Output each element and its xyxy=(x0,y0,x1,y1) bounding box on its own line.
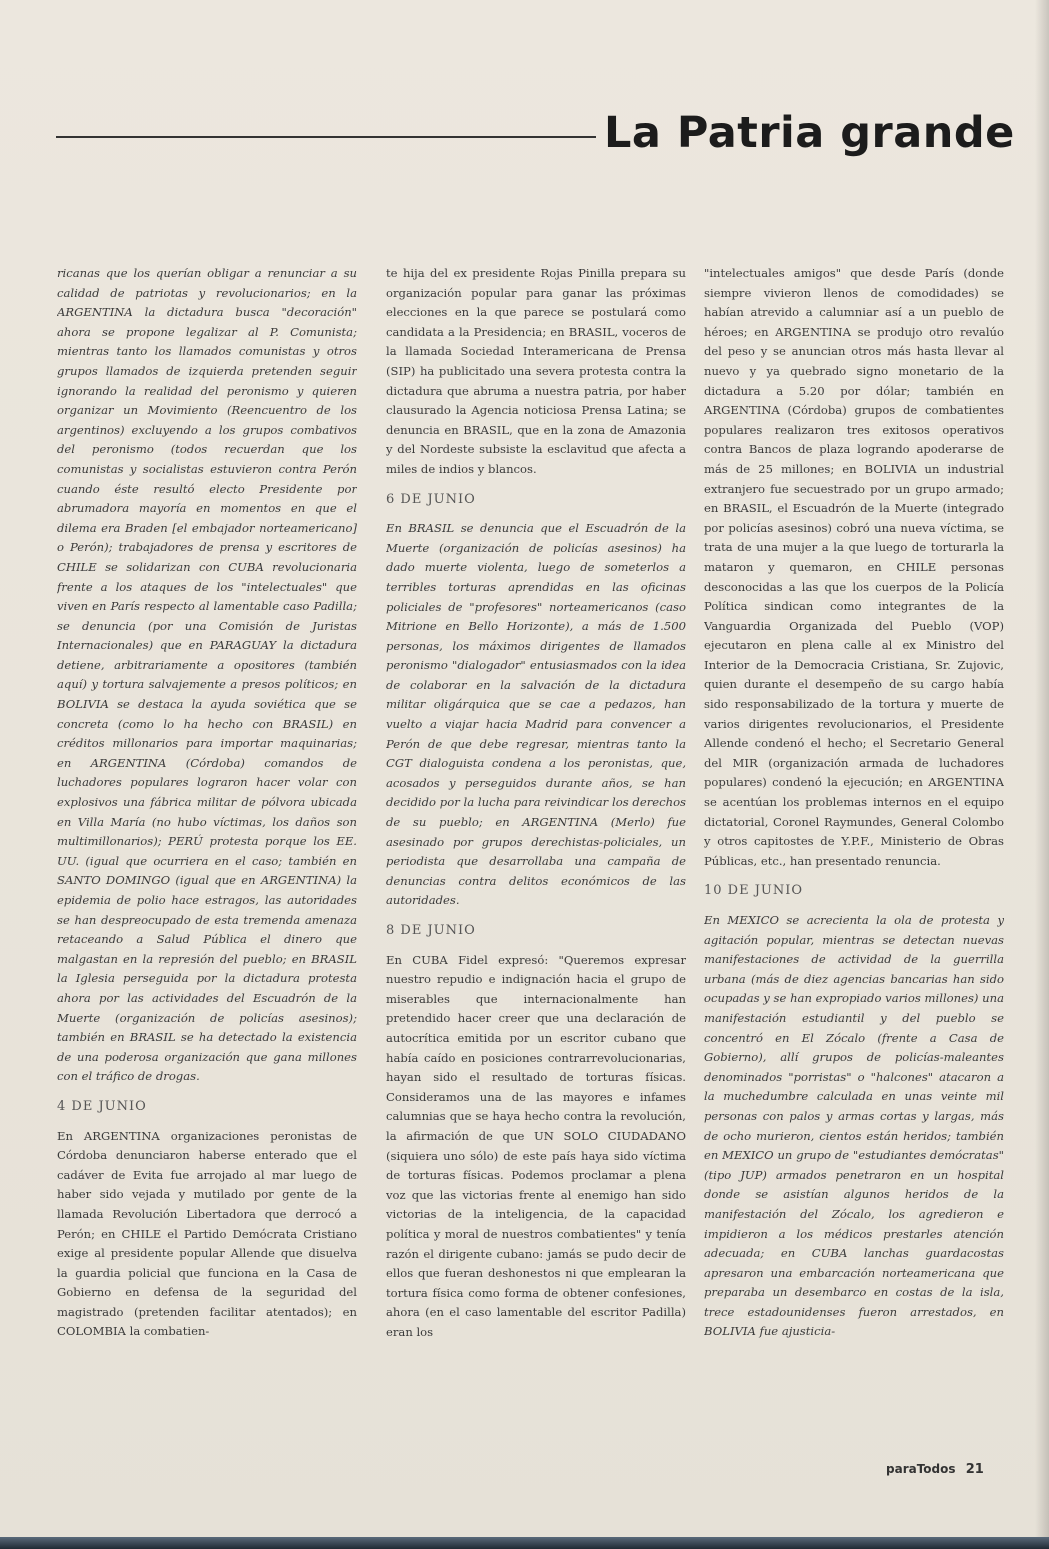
paragraph: ricanas que los querían obligar a renunciar a su calidad de patriotas y revolucionarios; en la ARGENTINA la dictadura busca "decoración" ahora se propone legalizar al P. Comunista; mientras tanto los llamados comunistas y otros grupos llamados de izquierda pretenden seguir ignorando la realidad del peronismo y quieren organizar un Movimiento (Reencuentro de los argentinos) excluyendo a los grupos combativos del peronismo (todos recuerdan que los comunistas y socialistas estuvieron contra Perón cuando éste resultó electo Presidente por abrumadora mayoría en momentos en que el dilema era Braden [el embajador norteamericano] o Perón); trabajadores de prensa y escritores de CHILE se solidarizan con CUBA revolucionaria frente a los ataques de los "intelectuales" que viven en París respecto al lamentable caso Padilla; se denuncia (por una Comisión de Juristas Internacionales) que en PARAGUAY la dictadura detiene, arbitrariamente a opositores (también aquí) y tortura salvajemente a presos políticos; en BOLIVIA se destaca la ayuda soviética que se concreta (como lo ha hecho con BRASIL) en créditos millonarios para importar maquinarias; en ARGENTINA (Córdoba) comandos de luchadores populares lograron hacer volar con explosivos una fábrica militar de pólvora ubicada en Villa María (no hubo víctimas, los daños son multimillonarios); PERÚ protesta porque los EE. UU. (igual que ocurriera en el caso; también en SANTO DOMINGO (igual que en ARGENTINA) la epidemia de polio hace estragos, las autoridades se han despreocupado de esta tremenda amenaza retaceando a Salud Pública el dinero que malgastan en la represión del pueblo; en BRASIL la Iglesia perseguida por la dictadura protesta ahora por las actividades del Escuadrón de la Muerte (organización de policías asesinos); también en BRASIL se ha detectado la existencia de una poderosa organización que gana millones con el tráfico de drogas. xyxy=(57,266,357,1084)
page-footer xyxy=(886,1462,984,1477)
paragraph: te hija del ex presidente Rojas Pinilla prepara su organización popular para ganar las próximas elecciones en la que parece se postulará como candidata a la Presidencia; en BRASIL, voceros de la llamada Sociedad Interamericana de Prensa (SIP) ha publicitado una severa protesta contra la dictadura que abruma a nuestra patria, por haber clausurado la Agencia noticiosa Prensa Latina; se denuncia en BRASIL, que en la zona de Amazonia y del Nordeste subsiste la esclavitud que afecta a miles de indios y blancos. xyxy=(386,266,686,476)
paragraph: En CUBA Fidel expresó: "Queremos expresar nuestro repudio e indignación hacia el grupo de miserables que internacionalmente han pretendido hacer creer que una declaración de autocrítica emitida por un escritor cubano que había caído en posiciones contrarrevolucionarias, hayan sido el resultado de torturas físicas. Consideramos una de las mayores e infames calumnias que se haya hecho contra la revolución, la afirmación de que UN SOLO CIUDADANO (siquiera uno sólo) de este país haya sido víctima de torturas físicas. Podemos proclamar a plena voz que las victorias frente al enemigo han sido victorias de la inteligencia, de la capacidad política y moral de nuestros combatientes" y tenía razón el dirigente cubano: jamás se pudo decir de ellos que fueran deshonestos ni que emplearan la tortura física como forma de obtener confesiones, ahora (en el caso lamentable del escritor Padilla) eran los xyxy=(386,952,686,1339)
paragraph: En MEXICO se acrecienta la ola de protesta y agitación popular, mientras se detectan nuevas manifestaciones de actividad de la guerrilla urbana (más de diez agencias bancarias han sido ocupadas y se han expropiado varios millones) una manifestación estudiantil y del pueblo se concentró en El Zócalo (frente a Casa de Gobierno), allí grupos de policías-maleantes denominados "porristas" o "halcones" atacaron a la muchedumbre calculada en unas veinte mil personas con palos y armas cortas y largas, más de ocho murieron, cientos están heridos; también en MEXICO un grupo de "estudiantes demócratas" (tipo JUP) armados penetraron en un hospital donde se asistían algunos heridos de la manifestación del Zócalo, los agredieron e impidieron a los médicos prestarles atención adecuada; en CUBA lanchas guardacostas apresaron una embarcación norteamericana que preparaba un desembarco en costas de la isla, trece estadounidenses fueron arrestados, en BOLIVIA fue ajusticia- xyxy=(704,913,1004,1339)
date-heading: 6 DE JUNIO xyxy=(386,491,476,507)
paragraph: "intelectuales amigos" que desde París (donde siempre vivieron llenos de comodidades) se habían atrevido a calumniar así a un pueblo de héroes; en ARGENTINA se produjo otro revalúo del peso y se anuncian otros más hasta llevar al nuevo y ya quebrado signo monetario de la dictadura a 5.20 por dólar; también en ARGENTINA (Córdoba) grupos de combatientes populares realizaron tres exitosos operativos contra Bancos de plaza logrando apoderarse de más de 25 millones; en BOLIVIA un industrial extranjero fue secuestrado por un grupo armado; en BRASIL, el Escuadrón de la Muerte (integrado por policías asesinos) cobró una nueva víctima, se trata de una mujer a la que luego de torturarla la mataron y quemaron, en CHILE personas desconocidas a las que los cuerpos de la Policía Política sindican como integrantes de la Vanguardia Organizada del Pueblo (VOP) ejecutaron en plena calle al ex Ministro del Interior de la Democracia Cristiana, Sr. Zujovic, quien durante el desempeño de su cargo había sido responsabilizado de la tortura y muerte de varios dirigentes revolucionarios, el Presidente Allende condenó el hecho; el Secretario General del MIR (organización armada de luchadores populares) condenó la ejecución; en ARGENTINA se acentúan los problemas internos en el equipo dictatorial, Coronel Raymundes, General Colombo y otros capitostes de Y.P.F., Ministerio de Obras Públicas, etc., han presentado renuncia. xyxy=(704,266,1004,868)
paragraph: En ARGENTINA organizaciones peronistas de Córdoba denunciaron haberse enterado que el cadáver de Evita fue arrojado al mar luego de haber sido vejada y mutilado por gente de la llamada Revolución Libertadora que derrocó a Perón; en CHILE el Partido Demócrata Cristiano exige al presidente popular Allende que disuelva la guardia policial que funciona en la Casa de Gobierno en defensa de la seguridad del magistrado (pretenden facilitar atentados); en COLOMBIA la combatien- xyxy=(57,1128,357,1339)
scan-bottom-edge xyxy=(0,1537,1049,1549)
page-number: 21 xyxy=(965,1462,984,1477)
date-heading: 10 DE JUNIO xyxy=(704,883,804,899)
text-column-3 xyxy=(704,264,1004,1444)
paragraph: En BRASIL se denuncia que el Escuadrón de la Muerte (organización de policías asesinos) ha dado muerte violenta, luego de someterlos a terribles torturas aprendidas en las oficinas policiales de "profesores" norteamericanos (caso Mitrione en Bello Horizonte), a más de 1.500 personas, los máximos dirigentes de llamados peronismo "dialogador" entusiasmados con la idea de colaborar en la salvación de la dictadura militar oligárquica que se cae a pedazos, han vuelto a viajar hacia Madrid para convencer a Perón de que debe regresar, mientras tanto la CGT dialoguista condena a los peronistas, que, acosados y perseguidos durante años, se han decidido por la lucha para reivindicar los derechos de su pueblo; en ARGENTINA (Merlo) fue asesinado por grupos derechistas-policiales, un periodista que desarrollaba una campaña de denuncias contra delitos económicos de las autoridades. xyxy=(386,521,686,908)
headline-rule xyxy=(56,136,596,138)
date-heading: 4 DE JUNIO xyxy=(57,1098,147,1114)
magazine-name: paraTodos xyxy=(886,1462,956,1476)
page-title: La Patria grande xyxy=(604,108,1015,158)
text-column-1 xyxy=(57,264,357,1444)
text-column-2 xyxy=(386,264,686,1444)
page-edge-shadow xyxy=(1035,0,1049,1549)
date-heading: 8 DE JUNIO xyxy=(386,923,476,938)
